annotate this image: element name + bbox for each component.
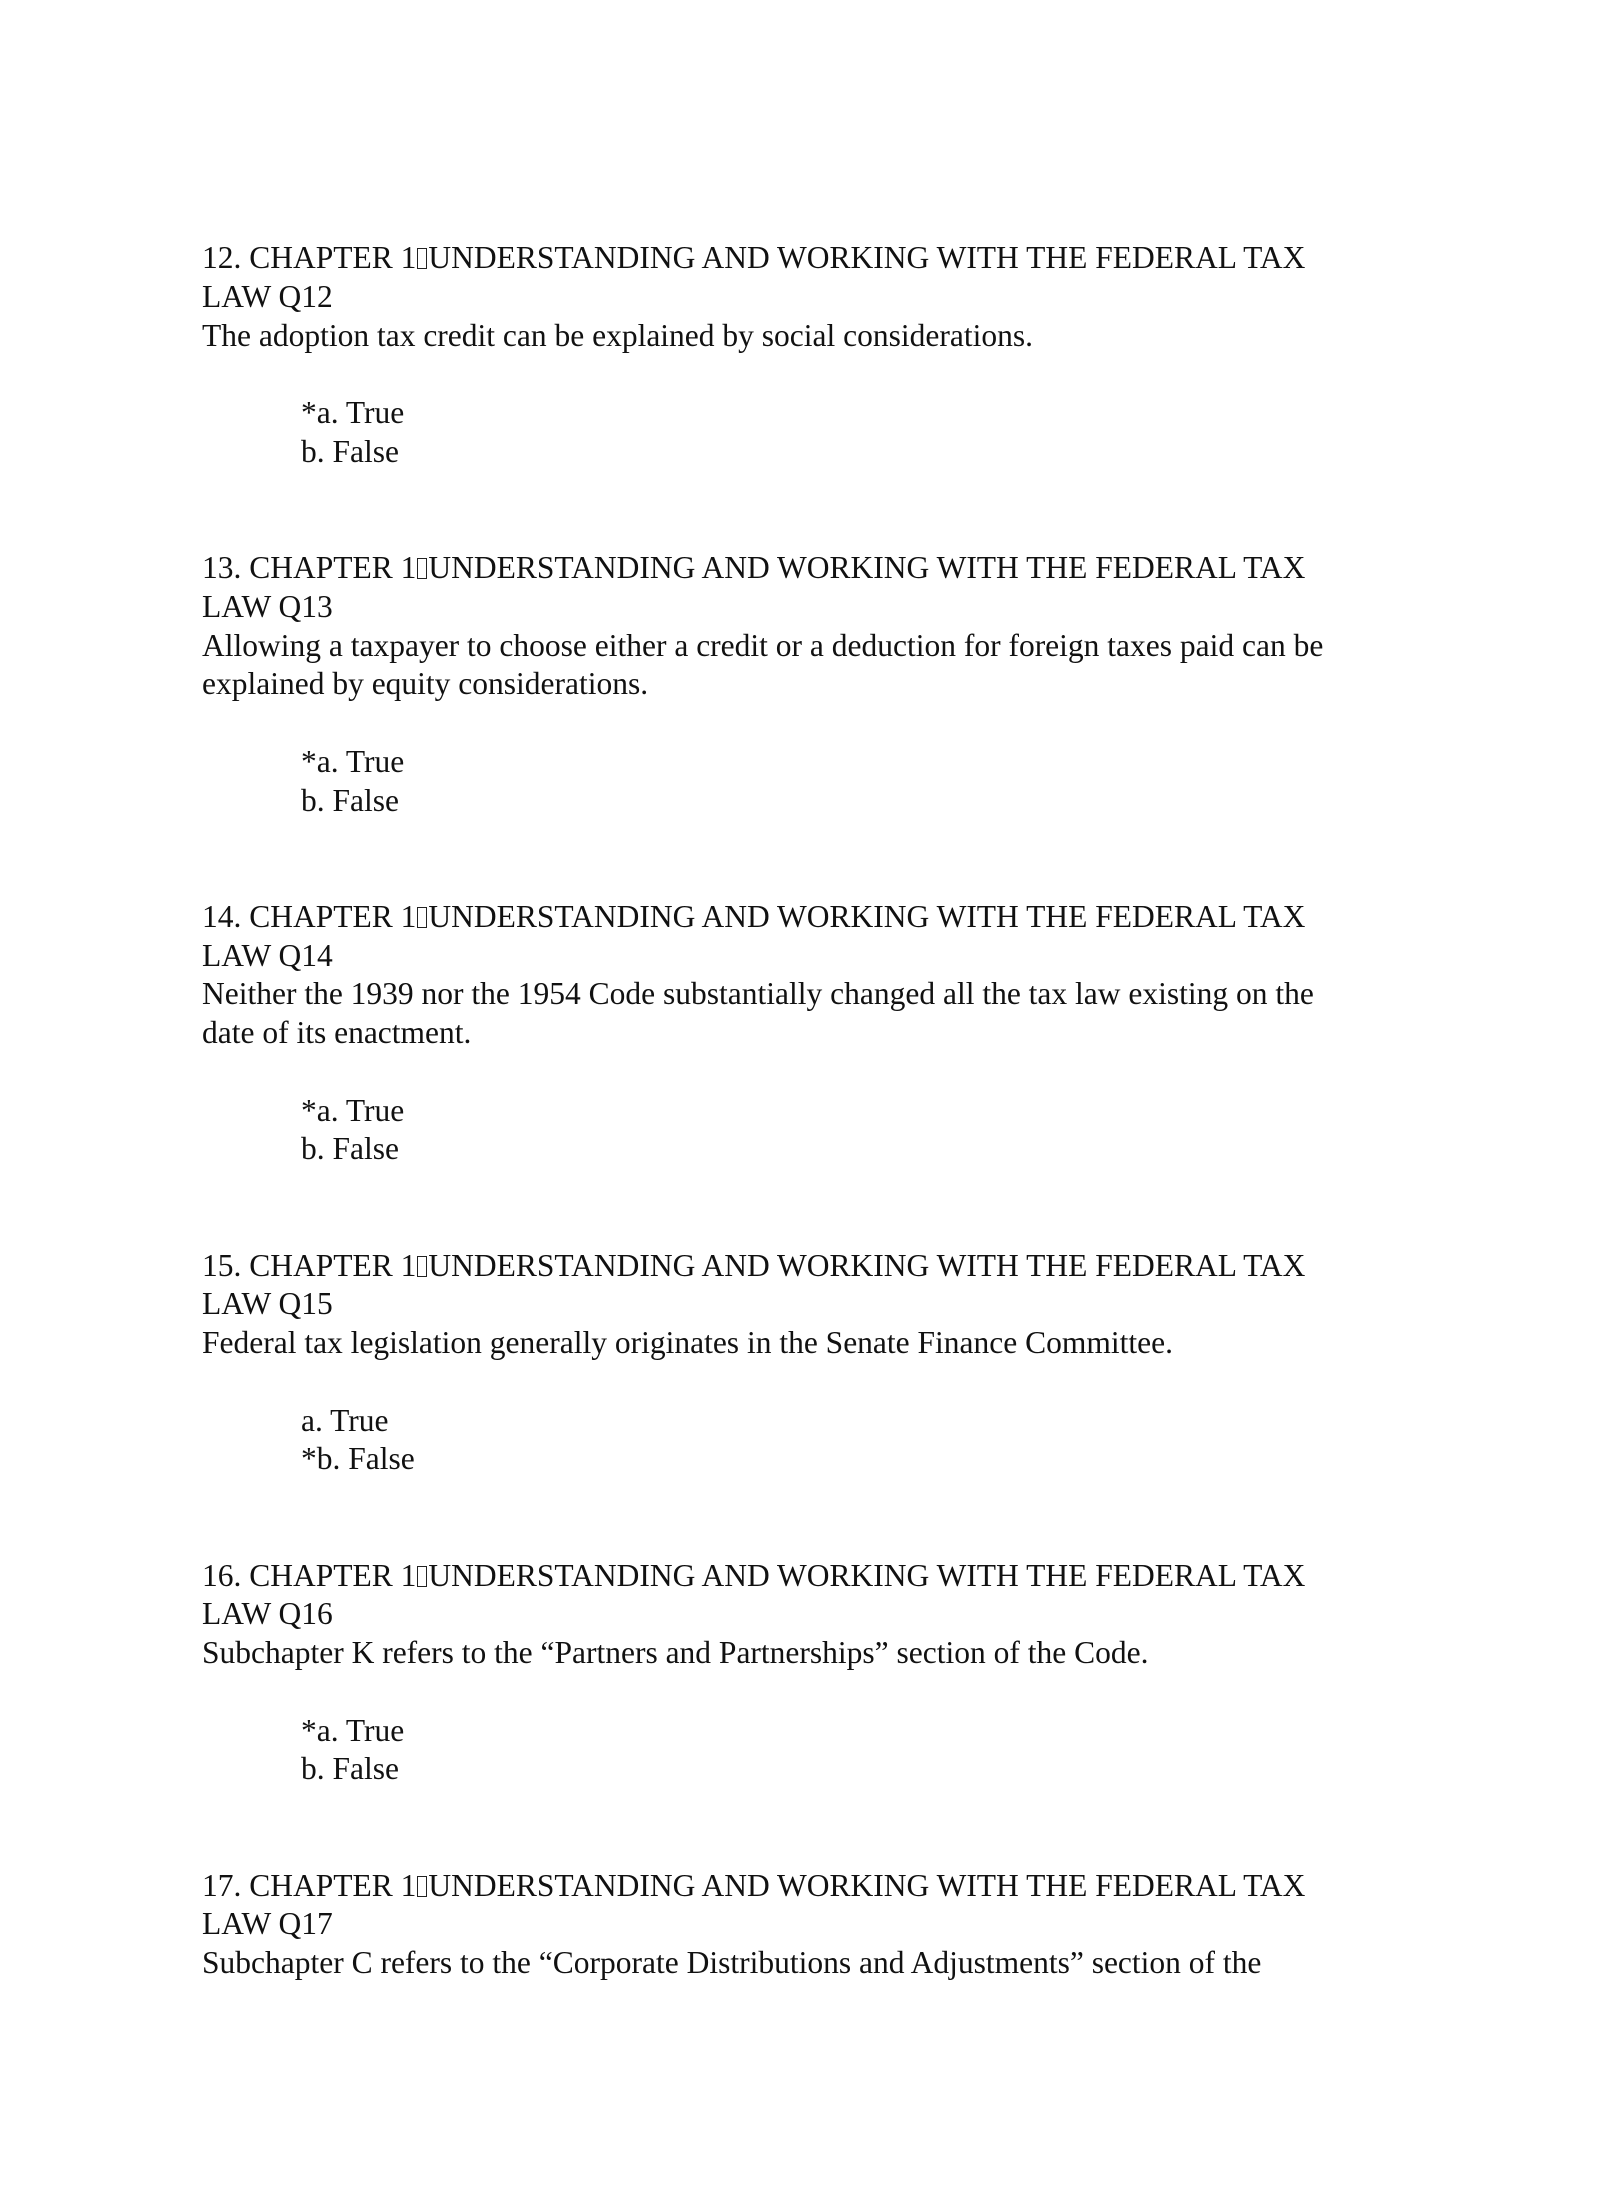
header-suffix: UNDERSTANDING AND WORKING WITH THE FEDERAL TAX: [428, 550, 1306, 585]
question-text: Subchapter K refers to the “Partners and Partnerships” section of the Code.: [202, 1635, 1149, 1670]
question-header: [202, 1867, 1502, 1906]
question-text: explained by equity considerations.: [202, 666, 649, 702]
header-suffix: UNDERSTANDING AND WORKING WITH THE FEDERAL TAX: [428, 1247, 1306, 1283]
header-prefix: 16. CHAPTER 1: [202, 1557, 417, 1593]
option-a: *a. True: [301, 1712, 405, 1748]
spacer: [202, 704, 1502, 743]
option-a: *a. True: [301, 743, 405, 779]
question-text: Federal tax legislation generally originates in the Senate Finance Committee.: [202, 1325, 1173, 1360]
spacer: [202, 355, 1502, 394]
spacer: [202, 1828, 1502, 1867]
missing-glyph-icon: [417, 248, 427, 269]
spacer: [202, 1208, 1502, 1247]
header-suffix: UNDERSTANDING AND WORKING WITH THE FEDERAL TAX: [428, 240, 1306, 275]
spacer: [202, 510, 1502, 549]
option-b: b. False: [301, 1751, 399, 1787]
header-prefix: 15. CHAPTER 1: [202, 1247, 417, 1283]
question-id: LAW Q13: [202, 588, 333, 624]
question-id: LAW Q16: [202, 1596, 333, 1632]
option-a: *a. True: [301, 395, 405, 430]
question-text: date of its enactment.: [202, 1015, 472, 1050]
spacer: [202, 1363, 1502, 1402]
missing-glyph-icon: [417, 558, 427, 579]
header-suffix: UNDERSTANDING AND WORKING WITH THE FEDERAL TAX: [428, 898, 1306, 934]
header-suffix: UNDERSTANDING AND WORKING WITH THE FEDERAL TAX: [428, 1557, 1306, 1593]
answer-options: [202, 1712, 1502, 1790]
question-12: [202, 239, 1502, 549]
answer-options: [202, 1402, 1502, 1480]
option-a: *a. True: [301, 1092, 405, 1128]
option-a: a. True: [301, 1402, 389, 1438]
answer-options: [202, 743, 1502, 821]
question-header: [202, 1247, 1502, 1286]
spacer: [202, 859, 1502, 898]
question-id: LAW Q14: [202, 937, 333, 973]
option-b: b. False: [301, 433, 399, 469]
question-id: LAW Q12: [202, 278, 333, 314]
option-b: *b. False: [301, 1441, 415, 1477]
question-text: Neither the 1939 nor the 1954 Code substantially changed all the tax law existing on the: [202, 976, 1314, 1012]
question-13: [202, 549, 1502, 898]
question-16: [202, 1557, 1502, 1867]
spacer: [202, 820, 1502, 859]
question-id: LAW Q15: [202, 1286, 333, 1322]
header-prefix: 14. CHAPTER 1: [202, 898, 417, 934]
question-id: LAW Q17: [202, 1906, 333, 1942]
question-15: [202, 1247, 1502, 1557]
missing-glyph-icon: [417, 1566, 427, 1587]
spacer: [202, 1518, 1502, 1557]
question-header: [202, 239, 1502, 278]
question-text: The adoption tax credit can be explained by social considerations.: [202, 317, 1033, 353]
spacer: [202, 1169, 1502, 1208]
spacer: [202, 1673, 1502, 1712]
spacer: [202, 1789, 1502, 1828]
header-prefix: 12. CHAPTER 1: [202, 240, 417, 275]
question-header: [202, 898, 1502, 937]
header-prefix: 17. CHAPTER 1: [202, 1867, 417, 1903]
header-prefix: 13. CHAPTER 1: [202, 550, 417, 585]
answer-options: [202, 1092, 1502, 1170]
missing-glyph-icon: [417, 1876, 427, 1897]
option-b: b. False: [301, 1131, 399, 1167]
question-text: Subchapter C refers to the “Corporate Distributions and Adjustments” section of the: [202, 1945, 1262, 1980]
missing-glyph-icon: [417, 1256, 427, 1277]
document-page: [202, 239, 1502, 1983]
option-b: b. False: [301, 782, 399, 818]
spacer: [202, 1053, 1502, 1092]
answer-options: [202, 394, 1502, 472]
question-14: [202, 898, 1502, 1247]
missing-glyph-icon: [417, 907, 427, 928]
question-17: [202, 1867, 1502, 1983]
spacer: [202, 472, 1502, 511]
question-header: [202, 1557, 1502, 1596]
question-text: Allowing a taxpayer to choose either a credit or a deduction for foreign taxes paid can be: [202, 627, 1324, 663]
header-suffix: UNDERSTANDING AND WORKING WITH THE FEDERAL TAX: [428, 1867, 1306, 1903]
spacer: [202, 1479, 1502, 1518]
question-header: [202, 549, 1502, 588]
